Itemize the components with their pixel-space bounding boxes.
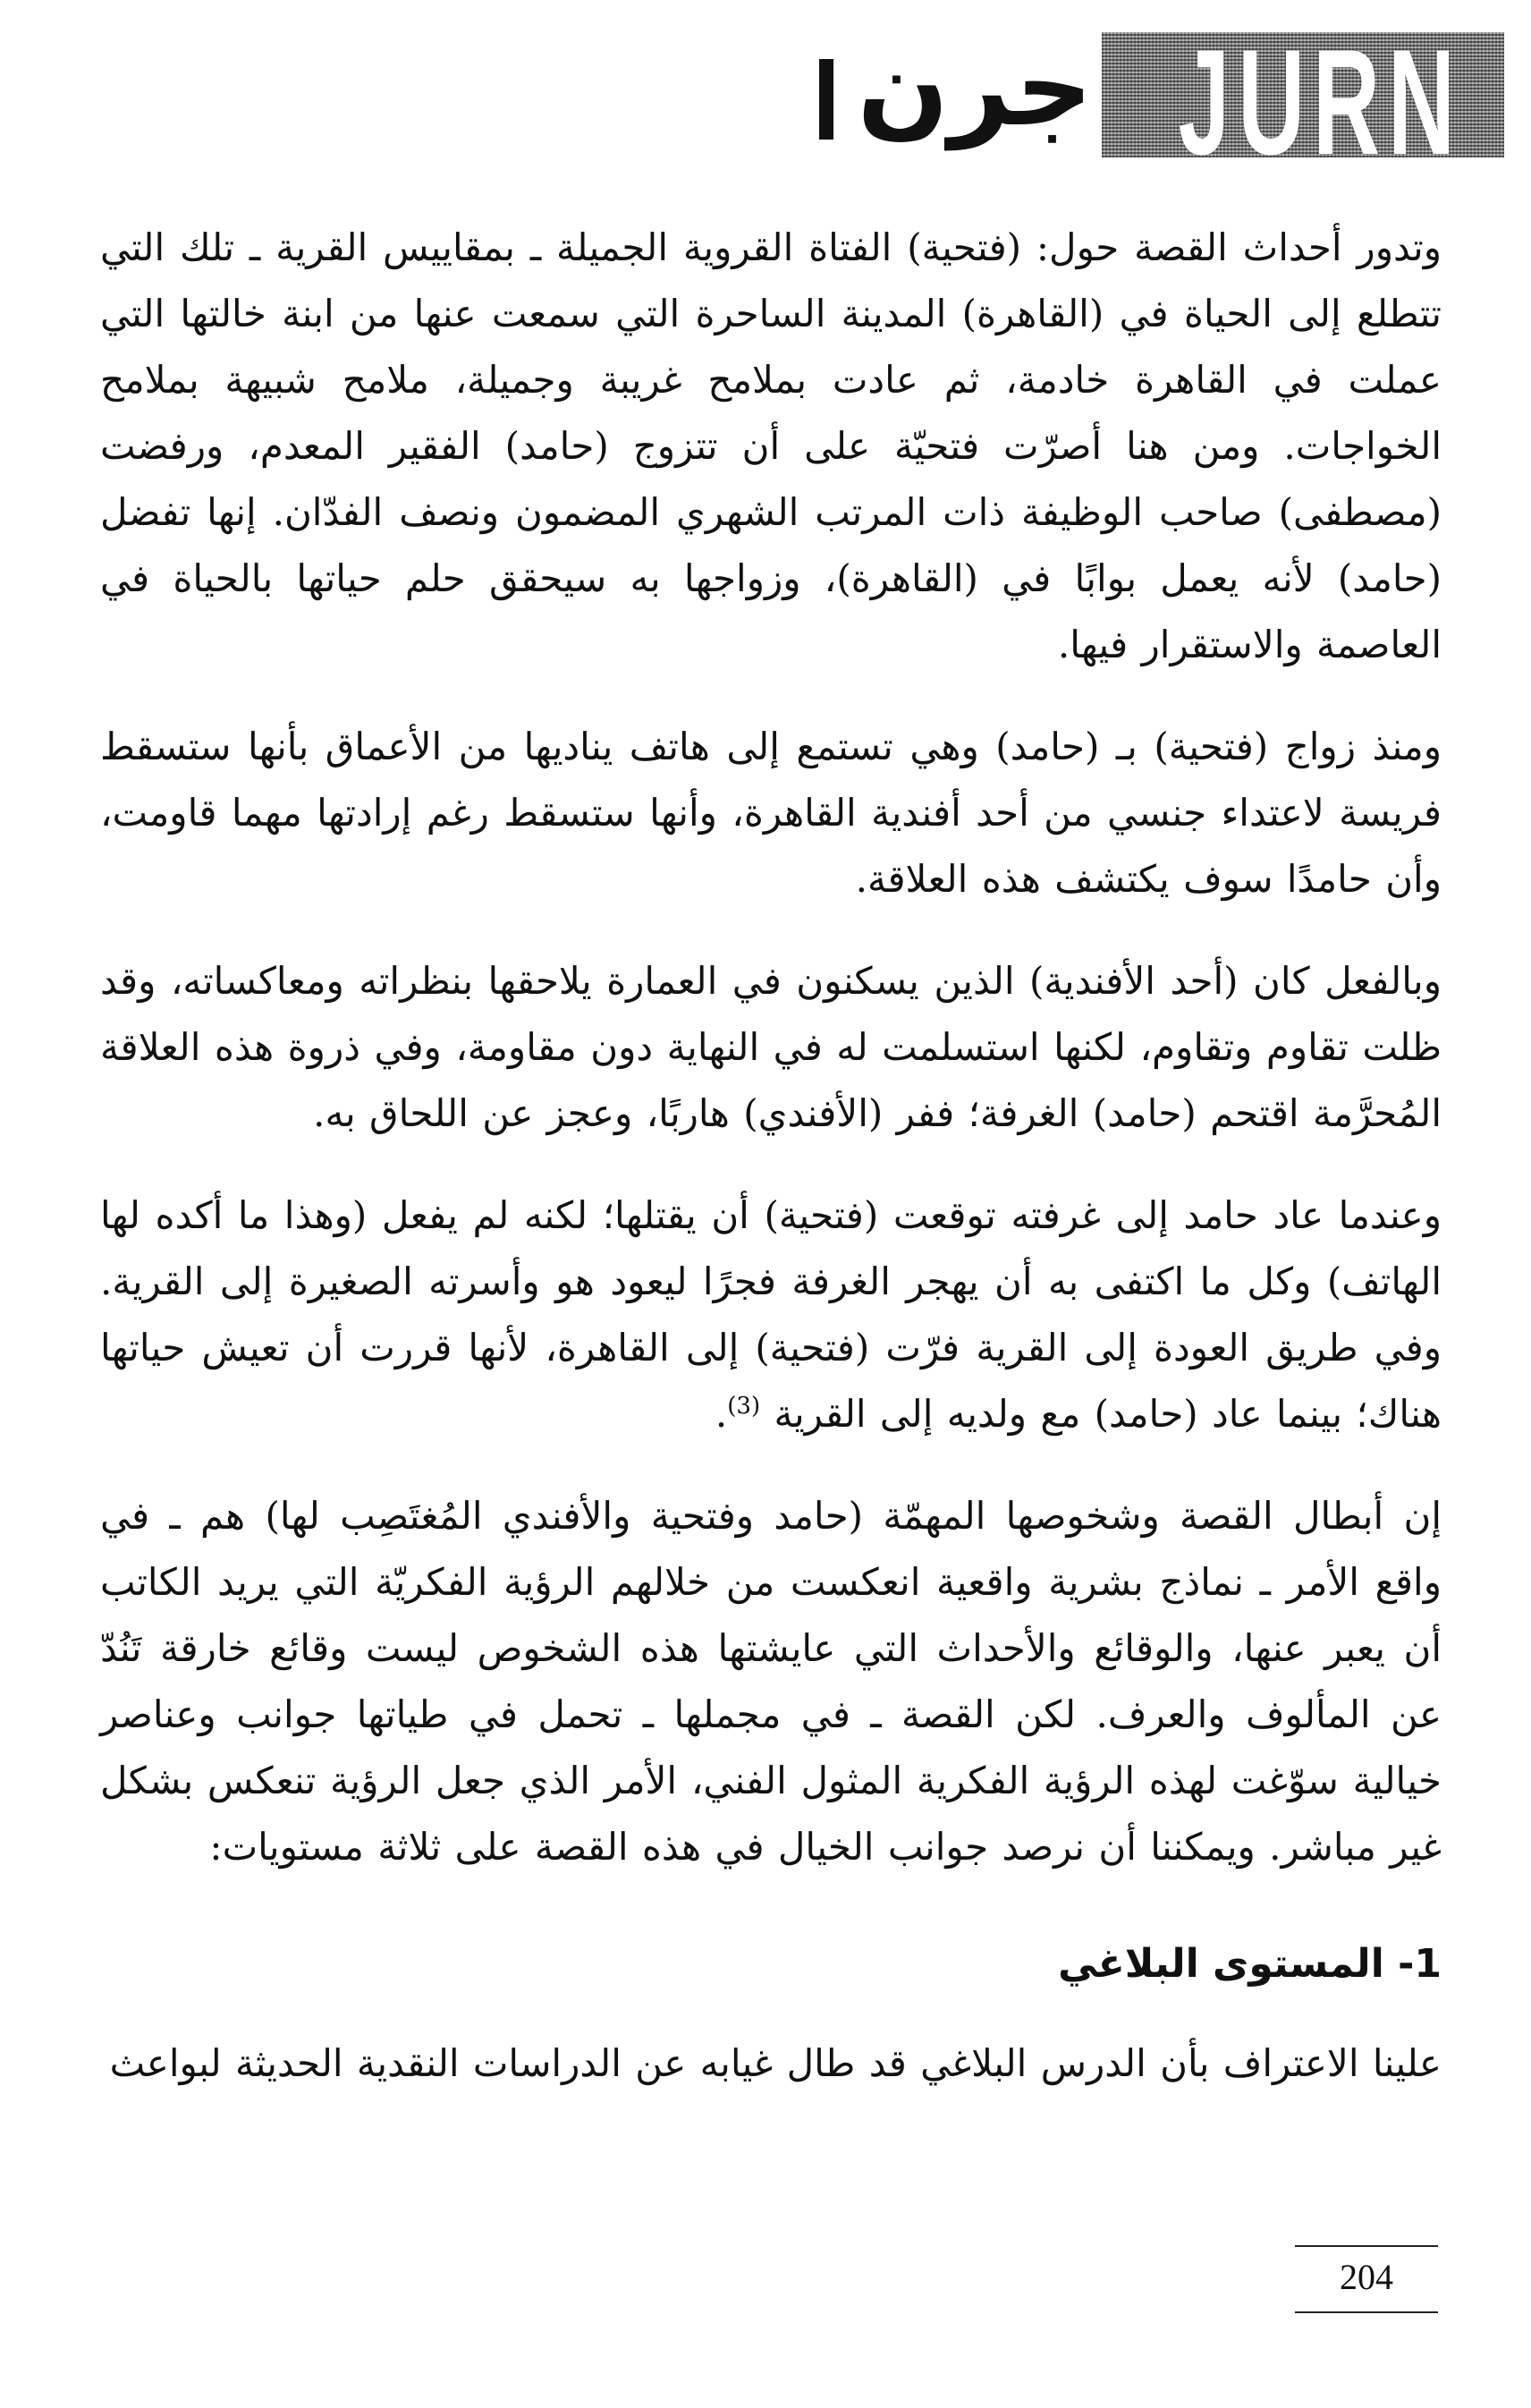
paragraph-3: وبالفعل كان (أحد الأفندية) الذين يسكنون في العمارة يلاحقها بنظراته ومعاكساته، وقد ظلت تقاوم وتقاوم، لكنها استسلمت له في النهاية دون مقاومة، وفي ذروة هذه العلاقة المُحرَّمة اقتحم (حامد) الغرفة؛ ففر (الأفندي) هاربًا، وعجز عن اللحاق به.	[100, 959, 1442, 1135]
masthead-latin-text: JURN	[1178, 32, 1463, 157]
paragraph-4-end: .	[715, 1392, 728, 1436]
paragraph-4	[100, 1183, 1442, 1447]
footer-rule-top	[1295, 2245, 1438, 2247]
footnote-reference[interactable]: (3)	[727, 1393, 761, 1420]
article-body	[100, 215, 1442, 2132]
paragraph-1: وتدور أحداث القصة حول: (فتحية) الفتاة القروية الجميلة ـ بمقاييس القرية ـ تلك التي تتطلع إلى الحياة في (القاهرة) المدينة الساحرة التي سمعت عنها من ابنة خالتها التي عملت في القاهرة خادمة، ثم عادت بملامح غريبة وجميلة، ملامح شبيهة بملامح الخواجات. ومن هنا أصرّت فتحيّة على أن تتزوج (حامد) الفقير المعدم، ورفضت (مصطفى) صاحب الوظيفة ذات المرتب الشهري المضمون ونصف الفدّان. إنها تفضل (حامد) لأنه يعمل بوابًا في (القاهرة)، وزواجها به سيحقق حلم حياتها بالحياة في العاصمة والاستقرار فيها.	[100, 225, 1442, 666]
paragraph-2: ومنذ زواج (فتحية) بـ (حامد) وهي تستمع إلى هاتف يناديها من الأعماق بأنها ستسقط فريسة لاعتداء جنسي من أحد أفندية القاهرة، وأنها ستسقط رغم إرادتها مهما قاومت، وأن حامدًا سوف يكتشف هذه العلاقة.	[100, 725, 1442, 901]
paragraph-5: إن أبطال القصة وشخوصها المهمّة (حامد وفتحية والأفندي المُغتَصِب لها) هم ـ في واقع الأمر ـ نماذج بشرية واقعية انعكست من خلالهم الرؤية الفكريّة التي يريد الكاتب أن يعبر عنها، والوقائع والأحداث التي عايشتها هذه الشخوص ليست وقائع خارقة تَنُدّ عن المألوف والعرف. لكن القصة ـ في مجملها ـ تحمل في طياتها جوانب وعناصر خيالية سوّغت لهذه الرؤية الفكرية المثول الفني، الأمر الذي جعل الرؤية تنعكس بشكل غير مباشر. ويمكننا أن نرصد جوانب الخيال في هذه القصة على ثلاثة مستويات:	[100, 1494, 1442, 1869]
page-number: 204	[1340, 2257, 1393, 2297]
section-first-line: علينا الاعتراف بأن الدرس البلاغي قد طال غيابه عن الدراسات النقدية الحديثة لبواعث	[109, 2041, 1442, 2085]
footer-rule-bottom	[1295, 2311, 1438, 2313]
masthead-arabic-logo	[816, 26, 1102, 157]
masthead-bar-mark	[819, 59, 833, 140]
masthead-latin-logo	[1102, 32, 1504, 157]
masthead-arabic-text: جرن	[857, 26, 1093, 150]
paragraph-4-text: وعندما عاد حامد إلى غرفته توقعت (فتحية) أن يقتلها؛ لكنه لم يفعل (وهذا ما أكده لها الهاتف) وكل ما اكتفى به أن يهجر الغرفة فجرًا ليعود هو وأسرته الصغيرة إلى القرية. وفي طريق العودة إلى القرية فرّت (فتحية) إلى القاهرة، لأنها قررت أن تعيش حياتها هناك؛ بينما عاد (حامد) مع ولديه إلى القرية	[100, 1193, 1442, 1436]
section-heading: 1- المستوى البلاغي	[1058, 1941, 1442, 1987]
journal-masthead	[807, 26, 1504, 157]
